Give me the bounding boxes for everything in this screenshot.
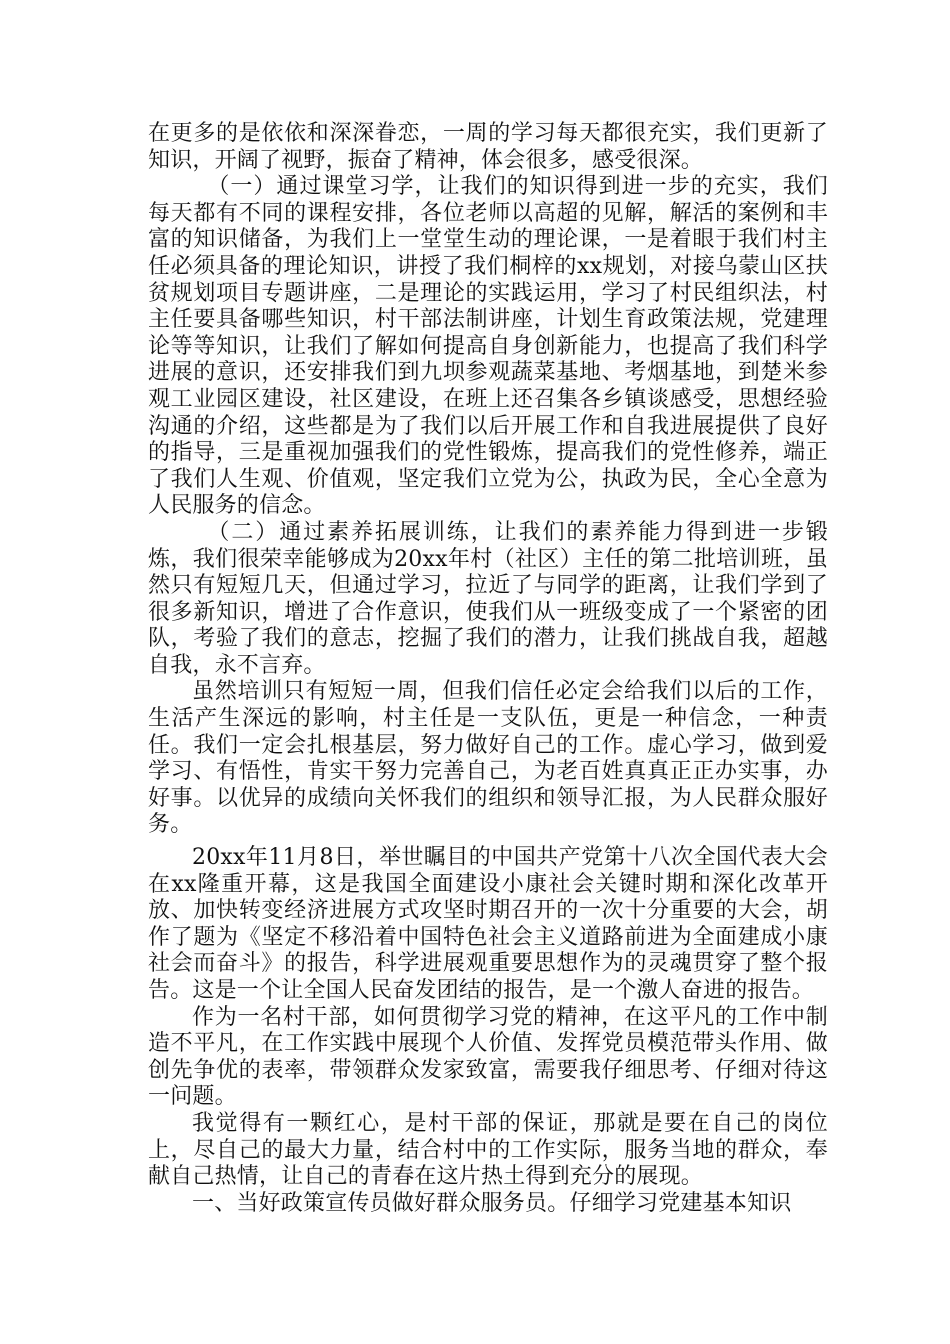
paragraph-village-cadre-role: 作为一名村干部，如何贯彻学习党的精神，在这平凡的工作中制造不平凡，在工作实践中展现个人价值、发挥党员模范带头作用、做创先争优的表率，带领群众发家致富，需要我仔细思考、仔细对待这一问题。 <box>148 1004 828 1110</box>
paragraph-training-summary: 虽然培训只有短短一周，但我们信任必定会给我们以后的工作，生活产生深远的影响，村主任是一支队伍，更是一种信念，一种责任。我们一定会扎根基层，努力做好自己的工作。虚心学习，做到爱学习、有悟性，肯实干努力完善自己，为老百姓真真正正办实事，办好事。以优异的成绩向关怀我们的组织和领导汇报，为人民群众服好务。 <box>148 679 828 838</box>
paragraph-classroom-learning: （一）通过课堂习学，让我们的知识得到进一步的充实，我们每天都有不同的课程安排，各位老师以高超的见解，解活的案例和丰富的知识储备，为我们上一堂堂生动的理论课，一是着眼于我们村主任必须具备的理论知识，讲授了我们桐梓的xx规划，对接乌蒙山区扶贫规划项目专题讲座，二是理论的实践运用，学习了村民组织法，村主任要具备哪些知识，村干部法制讲座，计划生育政策法规，党建理论等等知识，让我们了解如何提高自身创新能力，也提高了我们科学进展的意识，还安排我们到九坝参观蔬菜基地、考烟基地，到楚米参观工业园区建设，社区建设，在班上还召集各乡镇谈感受，思想经验沟通的介绍，这些都是为了我们以后开展工作和自我进展提供了良好的指导，三是重视加强我们的党性锻炼，提高我们的党性修养，端正了我们人生观、价值观，坚定我们立党为公，执政为民，全心全意为人民服务的信念。 <box>148 174 828 519</box>
paragraph-congress-opening: 20xx年11月8日，举世瞩目的中国共产党第十八次全国代表大会在xx隆重开幕，这是我国全面建设小康社会关键时期和深化改革开放、加快转变经济进展方式攻坚时期召开的一次十分重要的大会，胡作了题为《坚定不移沿着中国特色社会主义道路前进为全面建成小康社会而奋斗》的报告，科学进展观重要思想作为的灵魂贯穿了整个报告。这是一个让全国人民奋发团结的报告，是一个激人奋进的报告。 <box>148 845 828 1003</box>
paragraph-continuation: 在更多的是依依和深深眷恋，一周的学习每天都很充实，我们更新了知识，开阔了视野，振奋了精神，体会很多，感受很深。 <box>148 121 828 173</box>
document-section-1 <box>148 121 828 839</box>
document-section-2 <box>148 845 828 1217</box>
paragraph-red-heart: 我觉得有一颗红心，是村干部的保证，那就是要在自己的岗位上，尽自己的最大力量，结合村中的工作实际，服务当地的群众，奉献自己热情，让自己的青春在这片热土得到充分的展现。 <box>148 1110 828 1190</box>
paragraph-policy-promoter: 一、当好政策宣传员做好群众服务员。仔细学习党建基本知识 <box>192 1190 792 1216</box>
paragraph-quality-training: （二）通过素养拓展训练，让我们的素养能力得到进一步锻炼，我们很荣幸能够成为20xx年村（社区）主任的第二批培训班，虽然只有短短几天，但通过学习，拉近了与同学的距离，让我们学到了很多新知识，增进了合作意识，使我们从一班级变成了一个紧密的团队，考验了我们的意志，挖掘了我们的潜力，让我们挑战自我，超越自我，永不言弃。 <box>148 519 828 678</box>
